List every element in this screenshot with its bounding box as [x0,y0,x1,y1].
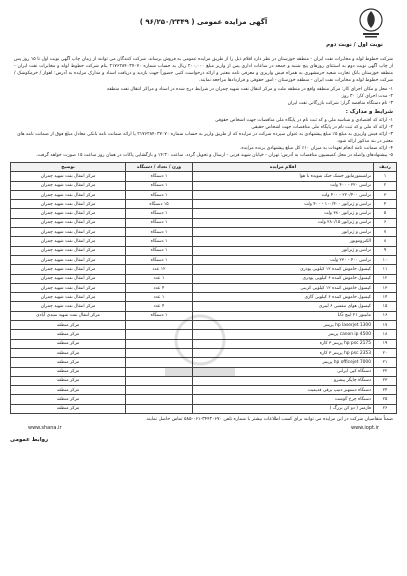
cell-quantity: ۴ عدد [126,302,193,311]
table-row [11,265,397,274]
condition-item: ۵- پیشنهادهای واصله در محل کمیسیون مناقصات به آدرس: تهران - خیابان شهید قرنی - ارسال و تحویل گردد. ساعت ۱۴:۳۰ و بازگشایی پاکات در همان روز ساعت ۱۵ صورت خواهد گرفت. [36,153,393,158]
note-item: ۳- نام دستگاه مناقصه گزار: شرکت بازرگانی نفت ایران [287,101,393,106]
cell-row-number: ۲۲ [374,367,397,376]
cell-quantity: ۱ دستگاه [126,255,193,264]
cell-quantity: ۱ دستگاه [126,311,193,320]
cell-item: hp psc 2353 پرینتر ۳ کاره [193,348,374,357]
cell-description: مرکز منطقه [11,321,126,330]
cell-item: فازمتر ( دو کن بزرگ ) [193,404,374,413]
watermark-logo-icon [155,310,245,380]
notes-list [14,86,393,107]
table-row [11,395,397,404]
cell-row-number: ۱۵ [374,302,397,311]
table-row [11,404,397,413]
cell-item: دستگاه چرخ گوشت [193,395,374,404]
notice-title: آگهی مزایده عمومی ( ۹۶/۲۵۰/۲۳۴۹ ) [139,18,268,26]
cell-row-number: ۲۵ [374,395,397,404]
cell-row-number: ۱۲ [374,274,397,283]
cell-description: مرکز انتقال نفت شهید چمران [11,181,126,190]
cell-item: دستگاه دستهبر دتیپ برقی قدیمیت [193,386,374,395]
cell-description: مرکز منطقه [11,348,126,357]
cell-row-number: ۲۶ [374,404,397,413]
cell-item: hp officejet 7000 پرینتر [193,358,374,367]
table-row [11,386,397,395]
cell-item: ترانس و ژنراتور [193,246,374,255]
col-item: اقلام مزایده [193,163,374,172]
col-description: توضیح [11,163,126,172]
cell-quantity: ۱ دستگاه [126,228,193,237]
cell-description: مرکز انتقال نفت شهید چمران [11,302,126,311]
note-item: ۱- محل و مکان اجرای کار: مرکز منطقه واقع در منطقه ملت و مرکز انتقال نفت شهید چمران در شرایط درج شده در اسناد و مراکز انتقال نفت منطقه [106,87,393,92]
cell-row-number: ۱۶ [374,311,397,320]
cell-description: مرکز انتقال نفت شهید چمران [11,200,126,209]
cell-quantity [126,386,193,395]
cell-item: الکتروموتور [193,237,374,246]
cell-quantity: ۱۲ عدد [126,265,193,274]
cell-item: ترانس ۲۲۰/۴۰۰ - ۴۰۰ ولت [193,190,374,199]
cell-item: ترانس و ژنراتور ۱۰۰/۴۰۰ - ۴۰۰ ولت [193,200,374,209]
cell-description: مرکز انتقال نفت شهید چمران [11,293,126,302]
cell-description: مرکز منطقه [11,386,126,395]
cell-row-number: ۲۳ [374,376,397,385]
url-iopt[interactable]: www.iopt.ir [350,425,379,432]
cell-description: مرکز انتقال نفت شهید چمران [11,172,126,181]
cell-row-number: ۶ [374,218,397,227]
cell-item: دستگاه کپی ایرانی [193,367,374,376]
cell-item: ترانسفورماتور خشک خنک شونده با هوا [193,172,374,181]
contact-note: ضمناً متقاضیان شرکت در این مزایده می توانند برای کسب اطلاعات بیشتر با شماره تلفن ۳۴۴۲۰۶۷۰-۰۶۱-۵۸۵ تماس حاصل نمایند. [145,417,393,423]
cell-quantity: ۱ دستگاه [126,190,193,199]
table-row [11,228,397,237]
cell-item: مانیتور ۲۱ اینچ LG [193,311,374,320]
notice-header [10,4,397,56]
cell-row-number: ۱۸ [374,330,397,339]
cell-description: مرکز منطقه [11,395,126,404]
cell-description: مرکز انتقال نفت شهید چمران [11,246,126,255]
cell-row-number: ۲۴ [374,386,397,395]
cell-row-number: ۲۰ [374,348,397,357]
cell-row-number: ۳ [374,190,397,199]
conditions-heading: شرایط و مدارک : [345,109,393,115]
cell-row-number: ۱۹ [374,339,397,348]
table-row [11,274,397,283]
condition-item: ۴- ارائه ضمانت نامه انجام تعهدات به میزان ۱۰٪ کل مبلغ پیشنهادی برنده مزایده. [239,146,393,151]
cell-row-number: ۵ [374,209,397,218]
col-quantity: وزن / تعداد / دستگاه [126,163,193,172]
cell-description: مرکز انتقال نفت شهید چمران [11,274,126,283]
table-row [11,255,397,264]
cell-row-number: ۷ [374,228,397,237]
cell-row-number: ۹ [374,246,397,255]
cell-quantity: ۱ عدد [126,293,193,302]
cell-description: مرکز انتقال نفت شهید چمران [11,255,126,264]
table-row [11,283,397,292]
cell-item: کپسول خاموش کننده ۶ کیلویی پودری [193,274,374,283]
cell-row-number: ۱۴ [374,293,397,302]
cell-item: کپسول خاموش کننده ۱۲ کیلویی پودری [193,265,374,274]
col-row-number: ردیف [374,163,397,172]
cell-item: ترانس و ژنراتور ۳۸۰ ولت [193,209,374,218]
table-row [11,200,397,209]
cell-item: ترانس و ژنراتور ۲۸۰/۱۵ ولت [193,218,374,227]
cell-quantity: ۱ دستگاه [126,172,193,181]
table-row [11,218,397,227]
signature: روابط عمومی [10,437,49,444]
cell-description: مرکز منطقه [11,358,126,367]
cell-description: مرکز منطقه [11,376,126,385]
cell-row-number: ۱۰ [374,255,397,264]
cell-row-number: ۲۱ [374,358,397,367]
cell-item: canon ip 4500 پرینتر [193,330,374,339]
cell-description: مرکز انتقال نفت شهید چمران [11,218,126,227]
table-row [11,237,397,246]
cell-row-number: ۱۱ [374,265,397,274]
cell-description: مرکز منطقه [11,367,126,376]
cell-row-number: ۸ [374,237,397,246]
cell-row-number: ۱ [374,172,397,181]
cell-item: کپسول خاموش کننده ۶ کیلویی گازی [193,293,374,302]
cell-description: مرکز انتقال نفت شهید چمران [11,190,126,199]
condition-item: ۲- ارائه کد ملی و کد ثبت نام در پایگاه ملی مناقصات جهت اشخاص حقیقی [251,125,393,130]
cell-quantity: ۱ دستگاه [126,209,193,218]
condition-item: ۳- ارائه فیش واریزی به مبلغ ۵٪ مبلغ پیشنهادی به عنوان سپرده شرکت در مزایده که از طریق واریز به حساب شماره ۲۱۷۶۲۸۴۰۳۷۰۷۰ یا ارائه ضمانت نامه بانکی معادل مبلغ فوق از ضمانت نامه های معتبر در بند مذکور ارائه شود. [17,132,393,144]
cell-description: مرکز منطقه [11,339,126,348]
cell-quantity [126,395,193,404]
cell-item: کپسول هوای تنفسی ۶ لیتری [193,302,374,311]
cell-quantity: ۱ دستگاه [126,246,193,255]
condition-item: ۱- ارائه کد اقتصادی و شناسه ملی و کد ثبت نام در پایگاه ملی مناقصات جهت اشخاص حقوقی [214,118,393,123]
url-shana[interactable]: www.shana.ir [28,425,62,432]
table-header-row [11,163,397,172]
cell-description: مرکز انتقال نفت شهید چمران [11,265,126,274]
cell-quantity: ۴ عدد [126,283,193,292]
cell-quantity: ۱۵ دستگاه [126,200,193,209]
note-item: ۲- مدت اجرای کار: ۳۰ روز [341,94,393,99]
cell-description: مرکز انتقال نفت شهید سیدی آبادی [11,311,126,320]
cell-item: hp laserjet 1300 پرینتر [193,321,374,330]
cell-item: ترانس ۴۰۰ - ۲۳۰ ولت [193,255,374,264]
table-row [11,246,397,255]
cell-item: ترانس ۲۲۰ - ۴۰۰ ولت [193,181,374,190]
cell-quantity: ۱ عدد [126,274,193,283]
cell-description: مرکز انتقال نفت شهید چمران [11,228,126,237]
cell-item: کپسول خاموش کننده ۱۲ کیلویی کربنی [193,283,374,292]
table-row [11,209,397,218]
cell-quantity: ۱ دستگاه [126,237,193,246]
cell-description: مرکز منطقه [11,404,126,413]
cell-quantity: ۱ دستگاه [126,218,193,227]
website-links [28,425,379,431]
cell-quantity: ۱ دستگاه [126,181,193,190]
cell-description: مرکز انتقال نفت شهید چمران [11,237,126,246]
conditions-list [14,117,393,159]
cell-row-number: ۴ [374,200,397,209]
notice-subtitle: نوبت اول / نوبت دوم [326,42,383,48]
table-row [11,190,397,199]
table-row [11,293,397,302]
cell-item: دستگاه چاپگر پیشرو [193,376,374,385]
cell-row-number: ۱۷ [374,321,397,330]
intro-paragraph: شرکت خطوط لوله و مخابرات نفت ایران - منطقه خوزستان در نظر دارد اقلام ذیل را از طریق مزایده عمومی به فروش برساند. شرکت کنندگان می توانند از زمان چاپ آگهی نوبت اول تا ۱۵ روز پس از چاپ آگهی نوبت دوم به استثنای روزهای پنج شنبه و جمعه در ساعات اداری پس از واریز مبلغ ۲۰۰,۰۰۰ ریال به حساب شماره ۲۱۷۶۲۸۴۰۳۷۰۷۰ بنام شرکت خطوط لوله و مخابرات نفت ایران - منطقه خوزستان بانک تجارت شعبه خرمشهری به همراه فیش واریزی و معرفی نامه معتبر و ارائه درخواست کتبی حضوراً جهت بازدید و دریافت اسناد و مدارک مزایده به آدرس: اهواز / خرمکوشک / شرکت خطوط لوله و مخابرات نفت ایران - منطقه خوزستان - امور حقوقی و قراردادها مراجعه نمایند. [14,57,394,83]
table-row [11,181,397,190]
cell-description: مرکز انتقال نفت شهید چمران [11,209,126,218]
cell-row-number: ۱۳ [374,283,397,292]
cell-item: hp psc 2175 پرینتر ۳ کاره [193,339,374,348]
cell-quantity [126,404,193,413]
cell-item: ترانس و ژنراتور [193,228,374,237]
cell-description: مرکز انتقال نفت شهید چمران [11,283,126,292]
table-row [11,172,397,181]
cell-row-number: ۲ [374,181,397,190]
cell-description: مرکز منطقه [11,330,126,339]
